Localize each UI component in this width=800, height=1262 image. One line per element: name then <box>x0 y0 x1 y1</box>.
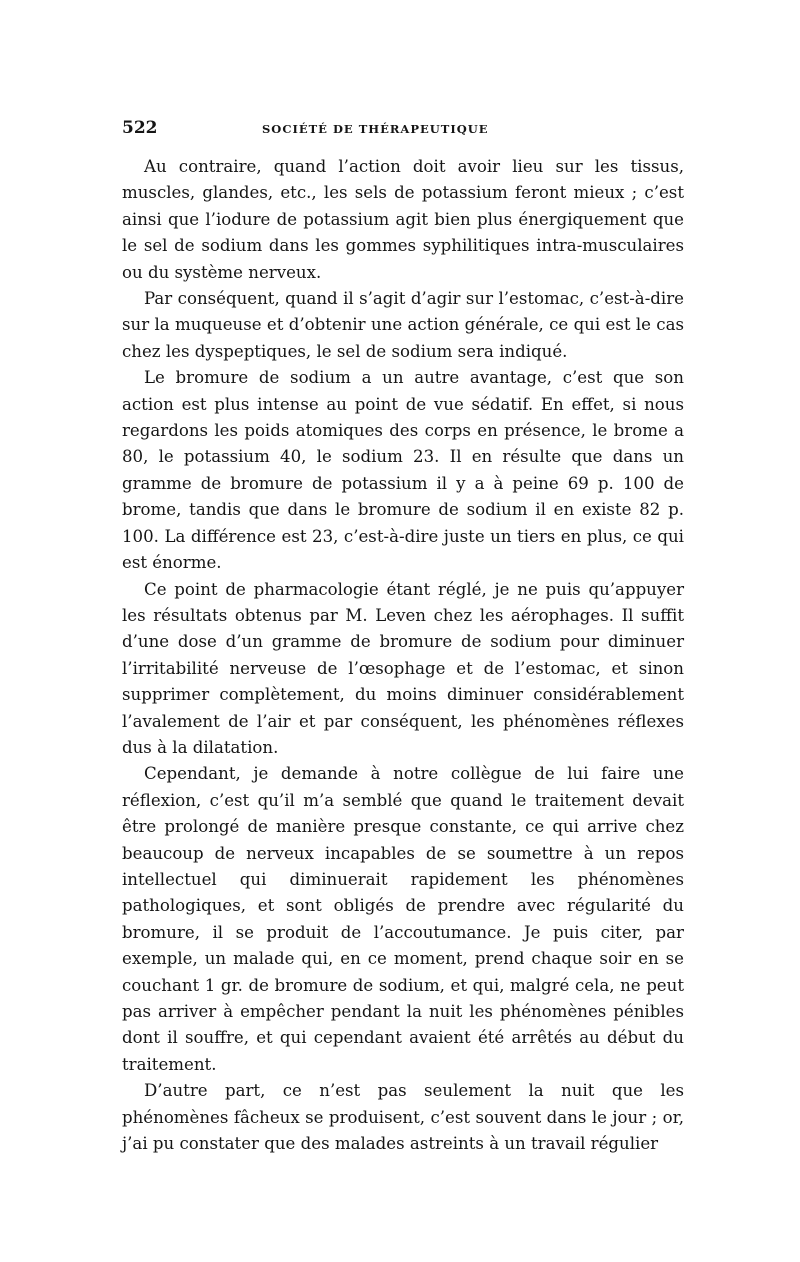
paragraph: Au contraire, quand l’action doit avoir lieu sur les tissus, muscles, glandes, etc., les sels de potassium feront mieux ; c’est ainsi que l’iodure de potassium agit bien plus énergiquement que le sel de sodium dans les gommes syphilitiques intra-musculaires ou du système nerveux. <box>122 157 684 282</box>
running-head <box>122 118 684 140</box>
paragraph: Cependant, je demande à notre collègue de lui faire une réflexion, c’est qu’il m’a semblé que quand le traitement devait être prolongé de manière presque constante, ce qui arrive chez beaucoup de nerveux incapables de se soumettre à un repos intellectuel qui diminuerait rapidement les phénomènes pathologiques, et sont obligés de prendre avec régularité du bromure, il se produit de l’accoutumance. Je puis citer, par exemple, un malade qui, en ce moment, prend chaque soir en se couchant 1 gr. de bromure de sodium, et qui, malgré cela, ne peut pas arriver à empêcher pendant la nuit les phénomènes pénibles dont il souffre, et qui cependant avaient été arrêtés au début du traitement. <box>122 764 684 1074</box>
paragraph: D’autre part, ce n’est pas seulement la nuit que les phénomènes fâcheux se produisent, c’est souvent dans le jour ; or, j’ai pu constater que des malades astreints à un travail régulier <box>122 1081 684 1154</box>
paragraph: Le bromure de sodium a un autre avantage, c’est que son action est plus intense au point de vue sédatif. En effet, si nous regardons les poids atomiques des corps en présence, le brome a 80, le potassium 40, le sodium 23. Il en résulte que dans un gramme de bromure de potassium il y a à peine 69 p. 100 de brome, tandis que dans le bromure de sodium il en existe 82 p. 100. La différence est 23, c’est-à-dire juste un tiers en plus, ce qui est énorme. <box>122 368 684 573</box>
page-number: 522 <box>122 118 158 138</box>
book-page <box>122 118 684 1157</box>
paragraph: Ce point de pharmacologie étant réglé, je ne puis qu’appuyer les résultats obtenus par M. Leven chez les aérophages. Il suffit d’une dose d’un gramme de bromure de sodium pour diminuer l’irritabilité nerveuse de l’œsophage et de l’estomac, et sinon supprimer complètement, du moins diminuer considérablement l’avalement de l’air et par conséquent, les phénomènes réflexes dus à la dilatation. <box>122 579 684 757</box>
paragraph: Par conséquent, quand il s’agit d’agir sur l’estomac, c’est-à-dire sur la muqueuse et d’obtenir une action générale, ce qui est le cas chez les dyspeptiques, le sel de sodium sera indiqué. <box>122 289 684 361</box>
running-title: SOCIÉTÉ DE THÉRAPEUTIQUE <box>262 122 489 136</box>
body-text <box>122 154 684 1157</box>
